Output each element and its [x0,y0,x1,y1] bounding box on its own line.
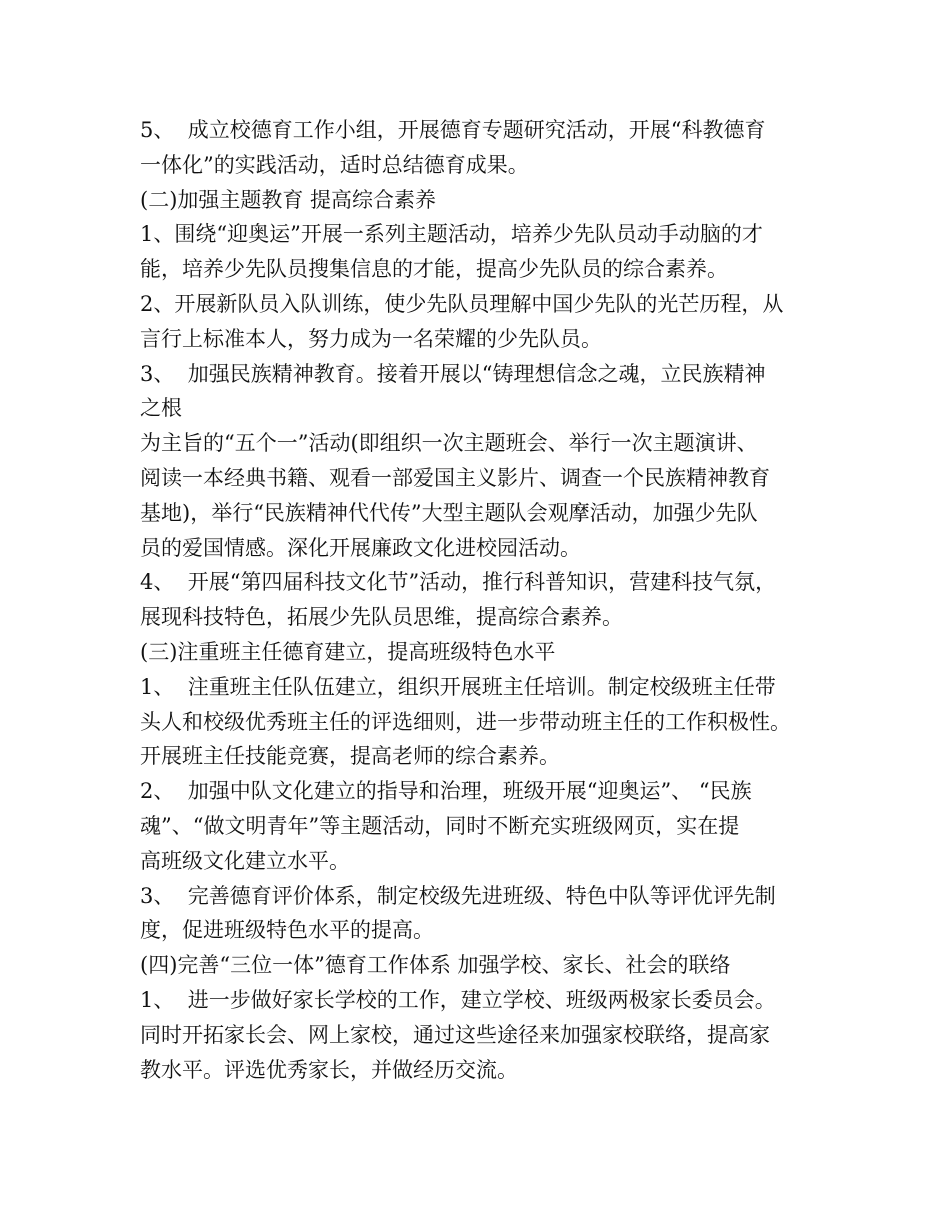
section-heading: (三)注重班主任德育建立，提高班级特色水平 [140,639,556,664]
text-line: 1、围绕“迎奥运”开展一系列主题活动，培养少先队员动手动脑的才 [140,222,763,247]
text-line: 基地)，举行“民族精神代代传”大型主题队会观摩活动，加强少先队 [140,500,758,525]
text-line: 员的爱国情感。深化开展廉政文化进校园活动。 [140,535,581,560]
text-line: 为主旨的“五个一”活动(即组织一次主题班会、举行一次主题演讲、 [140,431,758,456]
text-line: 展现科技特色，拓展少先队员思维，提高综合素养。 [140,605,623,630]
text-line: 一体化”的实践活动，适时总结德育成果。 [140,152,529,177]
text-line: 3、 加强民族精神教育。接着开展以“铸理想信念之魂，立民族精神 [140,361,766,386]
text-line: 高班级文化建立水平。 [140,848,350,873]
text-line: 头人和校级优秀班主任的评选细则，进一步带动班主任的工作积极性。 [140,709,791,734]
text-line: 阅读一本经典书籍、观看一部爱国主义影片、调查一个民族精神教育 [140,465,770,490]
document-body [140,113,830,1087]
text-line: 5、 成立校德育工作小组，开展德育专题研究活动，开展“科教德育 [140,118,766,142]
text-line: 能，培养少先队员搜集信息的才能，提高少先队员的综合素养。 [140,257,728,282]
text-line: 1、 进一步做好家长学校的工作，建立学校、班级两极家长委员会。 [140,987,776,1012]
text-line: 3、 完善德育评价体系，制定校级先进班级、特色中队等评优评先制 [140,883,776,908]
text-line: 2、开展新队员入队训练，使少先队员理解中国少先队的光芒历程，从 [140,291,784,316]
text-line: 度，促进班级特色水平的提高。 [140,918,434,943]
text-line: 4、 开展“第四届科技文化节”活动，推行科普知识，营建科技气氛， [140,570,777,595]
text-line: 同时开拓家长会、网上家校，通过这些途径来加强家校联络，提高家 [140,1022,770,1047]
section-heading: (二)加强主题教育 提高综合素养 [140,187,437,212]
section-heading: (四)完善“三位一体”德育工作体系 加强学校、家长、社会的联络 [140,953,731,978]
text-line: 言行上标准本人，努力成为一名荣耀的少先队员。 [140,326,602,351]
text-line: 魂”、“做文明青年”等主题活动，同时不断充实班级网页，实在提 [140,813,740,838]
text-line: 教水平。评选优秀家长，并做经历交流。 [140,1057,518,1082]
text-line: 开展班主任技能竞赛，提高老师的综合素养。 [140,744,560,769]
text-line: 之根 [140,396,182,421]
text-line: 1、 注重班主任队伍建立，组织开展班主任培训。制定校级班主任带 [140,674,776,699]
text-line: 2、 加强中队文化建立的指导和治理，班级开展“迎奥运”、 “民族 [140,779,752,804]
